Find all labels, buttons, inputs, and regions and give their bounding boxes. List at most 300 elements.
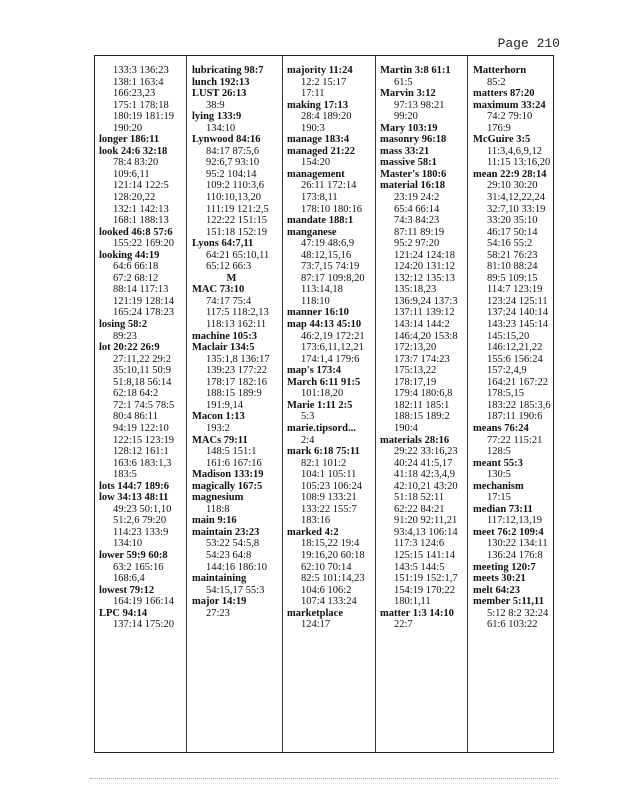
- index-continuation: 31:4,12,22,24: [487, 192, 546, 204]
- index-refs: 46:8 57:6: [131, 226, 173, 238]
- index-continuation: 117:3 124:6: [394, 538, 445, 550]
- index-continuation: 190:4: [394, 422, 418, 434]
- index-term: maintaining: [192, 573, 247, 585]
- index-term: map: [287, 319, 307, 331]
- index-continuation: 89:5 109:15: [487, 272, 538, 284]
- index-entry: [192, 481, 272, 493]
- index-continuation: 155:22 169:20: [113, 238, 174, 250]
- index-refs: 64:23: [495, 584, 520, 596]
- index-continuation: 27:11,22 29:2: [113, 353, 171, 365]
- index-refs: 120:7: [511, 561, 536, 573]
- index-continuation: 143:14 144:2: [394, 319, 450, 331]
- index-term: matter: [380, 607, 411, 619]
- index-continuation: 58:21 76:23: [487, 249, 538, 261]
- index-continuation: 93:4,13 106:14: [394, 526, 458, 538]
- index-term: map's: [287, 365, 314, 377]
- index-entry: [287, 100, 365, 112]
- index-entry: [99, 550, 174, 562]
- index-entry: [473, 596, 551, 608]
- index-entry: [473, 423, 551, 435]
- index-term: machine: [192, 330, 230, 342]
- index-continuation: 165:24 178:23: [113, 307, 174, 319]
- index-continuation: 118:13 162:11: [206, 319, 267, 331]
- index-entry: [99, 492, 174, 504]
- index-refs: 79:12: [129, 584, 155, 596]
- index-continuation: 135:1,8 136:17: [206, 353, 270, 365]
- index-refs: 188:1: [328, 215, 354, 227]
- index-refs: 23:23: [234, 526, 260, 538]
- index-refs: 55:3: [503, 457, 523, 469]
- index-continuation: 151:19 152:1,7: [394, 573, 458, 585]
- index-continuation: 33:20 35:10: [487, 215, 538, 227]
- index-entry: [380, 65, 458, 77]
- index-term: lunch: [192, 76, 218, 88]
- index-entry: [99, 227, 174, 239]
- index-term: mark: [287, 446, 312, 458]
- index-term: mechanism: [473, 480, 524, 492]
- index-continuation: 134:10: [206, 122, 236, 134]
- index-entry: [192, 134, 272, 146]
- index-refs: 173:4: [316, 365, 341, 377]
- index-continuation: 61:5: [394, 76, 413, 88]
- index-continuation: 173:8,11: [301, 192, 338, 204]
- index-continuation: 166:23,23: [113, 88, 156, 100]
- index-term: Matterhorn: [473, 65, 527, 76]
- index-continuation: 157:2,4,9: [487, 365, 527, 377]
- index-continuation: 190:20: [113, 122, 143, 134]
- index-continuation: 48:12,15,16: [301, 249, 352, 261]
- index-continuation: 95:2 104:14: [206, 168, 257, 180]
- index-refs: 76:2 109:4: [497, 526, 544, 538]
- index-term: mass: [380, 145, 403, 157]
- index-continuation: 163:6 183:1,3: [113, 457, 172, 469]
- index-term: Marie: [287, 399, 315, 411]
- index-refs: 134:5: [230, 342, 255, 354]
- index-continuation: 182:11 185:1: [394, 399, 450, 411]
- index-continuation: 85:2: [487, 76, 506, 88]
- index-continuation: 99:20: [394, 111, 418, 123]
- index-entry: [99, 585, 174, 597]
- index-continuation: 178:10 180:16: [301, 203, 362, 215]
- index-refs: 192:13: [219, 76, 250, 88]
- index-entry: [192, 469, 272, 481]
- index-refs: 94:14: [122, 607, 148, 619]
- index-refs: 79:11: [223, 434, 248, 446]
- index-continuation: 122:15 123:19: [113, 434, 174, 446]
- index-refs: 28:16: [424, 434, 450, 446]
- index-continuation: 151:18 152:19: [206, 226, 267, 238]
- index-continuation: 18:15,22 19:4: [301, 538, 360, 550]
- index-continuation: 145:15,20: [487, 330, 530, 342]
- index-entry: [473, 134, 551, 146]
- index-term: Maclair: [192, 342, 228, 354]
- index-entry: [380, 435, 458, 447]
- index-entry: [192, 284, 272, 296]
- index-refs: 30:21: [501, 573, 526, 585]
- index-entry: [99, 250, 174, 262]
- index-continuation: 121:19 128:14: [113, 295, 174, 307]
- index-term: Lyons: [192, 238, 219, 250]
- index-frame: [94, 55, 554, 753]
- index-term: look: [99, 145, 119, 157]
- index-refs: 133:19: [233, 469, 264, 481]
- index-continuation: 118:8: [206, 503, 230, 515]
- index-term: meets: [473, 573, 499, 585]
- index-entry: [99, 608, 174, 620]
- index-continuation: 191:9,14: [206, 399, 244, 411]
- index-refs: 183:4: [324, 134, 350, 146]
- index-entry: [287, 608, 365, 620]
- index-continuation: 65:4 66:14: [394, 203, 440, 215]
- index-continuation: 19:16,20 60:18: [301, 549, 365, 561]
- index-continuation: 124:20 131:12: [394, 261, 455, 273]
- index-entry: [473, 458, 551, 470]
- index-continuation: 137:14 175:20: [113, 619, 174, 631]
- index-term: LPC: [99, 607, 120, 619]
- index-continuation: 97:13 98:21: [394, 99, 445, 111]
- index-term: Marvin: [380, 88, 414, 100]
- index-entry: [192, 88, 272, 100]
- index-continuation: 113:14,18: [301, 284, 343, 296]
- index-term: looking: [99, 249, 133, 261]
- index-entry: [99, 134, 174, 146]
- index-continuation: 49:23 50:1,10: [113, 503, 172, 515]
- index-continuation: 29:10 30:20: [487, 180, 538, 192]
- index-continuation: 188:15 189:9: [206, 388, 262, 400]
- index-refs: 133:9: [216, 111, 242, 123]
- index-term: Mary: [380, 122, 406, 134]
- index-continuation: 61:6 103:22: [487, 619, 538, 631]
- index-entry: [287, 307, 365, 319]
- index-entry: [192, 435, 272, 447]
- index-continuation: 101:18,20: [301, 388, 344, 400]
- index-entry: [192, 331, 272, 343]
- index-term: lot: [99, 342, 111, 354]
- index-entry: [473, 527, 551, 539]
- index-continuation: 46:17 50:14: [487, 226, 538, 238]
- index-term: majority: [287, 65, 327, 76]
- index-continuation: 136:24 176:8: [487, 549, 543, 561]
- index-refs: 73:11: [508, 503, 533, 515]
- index-refs: 4:2: [324, 526, 339, 538]
- index-entry: [380, 157, 458, 169]
- index-continuation: 190:3: [301, 122, 325, 134]
- index-refs: 59:9 60:8: [126, 549, 168, 561]
- index-continuation: 87:17 109:8,20: [301, 272, 365, 284]
- index-continuation: 104:6 106:2: [301, 584, 352, 596]
- index-continuation: 176:9: [487, 122, 511, 134]
- index-continuation: 172:13,20: [394, 342, 437, 354]
- index-continuation: 11:15 13:16,20: [487, 157, 551, 169]
- index-continuation: 62:18 64:2: [113, 388, 159, 400]
- index-entry: [473, 585, 551, 597]
- index-continuation: 143:23 145:14: [487, 319, 548, 331]
- index-entry: [473, 169, 551, 181]
- index-refs: 34:13 48:11: [117, 492, 169, 504]
- index-term: material: [380, 180, 418, 192]
- index-entry: [287, 169, 365, 181]
- index-continuation: 137:11 139:12: [394, 307, 455, 319]
- index-term: meet: [473, 526, 495, 538]
- index-term: McGuire: [473, 134, 514, 146]
- index-refs: 16:10: [324, 307, 349, 319]
- index-continuation: 67:2 68:12: [113, 272, 159, 284]
- index-term: lubricating: [192, 65, 242, 76]
- index-refs: 11:24: [328, 65, 353, 76]
- index-entry: [192, 342, 272, 354]
- index-entry: [192, 65, 272, 77]
- index-entry: [192, 111, 272, 123]
- index-continuation: 146:12,21,22: [487, 342, 543, 354]
- index-continuation: 128:20,22: [113, 192, 156, 204]
- index-term: March: [287, 376, 318, 388]
- index-continuation: 110:10,13,20: [206, 192, 262, 204]
- index-continuation: 91:20 92:11,21: [394, 515, 458, 527]
- index-entry: [192, 515, 272, 527]
- index-refs: 1:3 14:10: [412, 607, 454, 619]
- index-term: meant: [473, 457, 501, 469]
- index-continuation: 107:4 133:24: [301, 596, 357, 608]
- index-refs: 144:7 189:6: [117, 480, 169, 492]
- index-term: lying: [192, 111, 215, 123]
- index-continuation: 54:16 55:2: [487, 238, 533, 250]
- index-continuation: 62:10 70:14: [301, 561, 352, 573]
- index-entry: [287, 377, 365, 389]
- index-refs: 73:10: [219, 284, 245, 296]
- index-refs: 186:11: [130, 134, 160, 146]
- index-continuation: 38:9: [206, 99, 225, 111]
- index-continuation: 133:22 155:7: [301, 503, 357, 515]
- index-continuation: 80:4 86:11: [113, 411, 158, 423]
- index-continuation: 180:19 181:19: [113, 111, 174, 123]
- index-continuation: 88:14 117:13: [113, 284, 169, 296]
- index-term: Master's: [380, 168, 420, 180]
- index-continuation: 65:12 66:3: [206, 261, 252, 273]
- index-term: lower: [99, 549, 124, 561]
- index-refs: 9:16: [217, 515, 237, 527]
- index-continuation: 138:1 163:4: [113, 76, 164, 88]
- index-continuation: 51:8,18 56:14: [113, 376, 172, 388]
- index-continuation: 51:18 52:11: [394, 492, 445, 504]
- index-continuation: 82:1 101:2: [301, 457, 347, 469]
- page-number: Page 210: [497, 36, 560, 51]
- index-refs: 26:13: [221, 88, 247, 100]
- index-term: median: [473, 503, 507, 515]
- index-term: lowest: [99, 584, 127, 596]
- index-continuation: 175:13,22: [394, 365, 437, 377]
- index-entry: [287, 134, 365, 146]
- index-refs: 24:6 32:18: [120, 145, 168, 157]
- index-refs: 76:24: [504, 422, 529, 434]
- index-term: main: [192, 515, 215, 527]
- index-refs: 58:1: [417, 157, 437, 169]
- index-continuation: 32:7,10 33:19: [487, 203, 546, 215]
- index-continuation: 123:24 125:11: [487, 295, 548, 307]
- index-continuation: 178:5,15: [487, 388, 525, 400]
- index-continuation: 73:7,15 74:19: [301, 261, 360, 273]
- index-refs: 5:11,11: [512, 596, 544, 608]
- index-entry: [287, 423, 365, 435]
- index-continuation: 89:23: [113, 330, 137, 342]
- index-refs: 58:2: [127, 319, 148, 331]
- index-continuation: 82:5 101:14,23: [301, 573, 365, 585]
- index-continuation: 174:1,4 179:6: [301, 353, 360, 365]
- index-continuation: 135:18,23: [394, 284, 437, 296]
- index-refs: 87:20: [510, 88, 535, 100]
- index-continuation: 2:4: [301, 434, 315, 446]
- index-continuation: 62:22 84:21: [394, 503, 445, 515]
- index-continuation: 29:22 33:16,23: [394, 446, 458, 458]
- index-term: meeting: [473, 561, 509, 573]
- index-entry: [287, 227, 365, 239]
- index-continuation: 104:1 105:11: [301, 469, 357, 481]
- index-continuation: 168:6,4: [113, 573, 145, 585]
- index-continuation: 137:24 140:14: [487, 307, 548, 319]
- index-term: magnesium: [192, 492, 244, 504]
- index-continuation: 111:19 121:2,5: [206, 203, 269, 215]
- index-continuation: 132:1 142:13: [113, 203, 169, 215]
- index-term: massive: [380, 157, 415, 169]
- index-entry: [287, 215, 365, 227]
- index-refs: 6:11 91:5: [319, 376, 361, 388]
- index-term: means: [473, 422, 502, 434]
- index-term: low: [99, 492, 115, 504]
- bottom-rule: [90, 778, 558, 779]
- index-refs: 1:11 2:5: [317, 399, 353, 411]
- index-continuation: 146:4,20 153:8: [394, 330, 458, 342]
- index-continuation: 125:15 141:14: [394, 549, 455, 561]
- index-continuation: 161:6 167:16: [206, 457, 262, 469]
- index-continuation: 114:7 123:19: [487, 284, 543, 296]
- index-continuation: 74:3 84:23: [394, 215, 440, 227]
- index-continuation: 72:1 74:5 78:5: [113, 399, 175, 411]
- index-entry: [287, 527, 365, 539]
- index-entry: [473, 100, 551, 112]
- index-entry: [287, 365, 365, 377]
- index-continuation: 178:17 182:16: [206, 376, 267, 388]
- index-refs: 20:22 26:9: [113, 342, 160, 354]
- index-continuation: 22:7: [394, 619, 413, 631]
- index-continuation: 35:10,11 50:9: [113, 365, 171, 377]
- index-continuation: 78:4 83:20: [113, 157, 159, 169]
- index-continuation: 47:19 48:6,9: [301, 238, 355, 250]
- index-continuation: 193:2: [206, 422, 230, 434]
- column-divider: [375, 56, 376, 752]
- index-entry: [192, 77, 272, 89]
- index-entry: [380, 169, 458, 181]
- index-entry: [287, 146, 365, 158]
- index-term: manner: [287, 307, 322, 319]
- index-refs: 22:9 28:14: [500, 168, 547, 180]
- index-continuation: 132:12 135:13: [394, 272, 455, 284]
- index-entry: [473, 504, 551, 516]
- index-refs: 1:13: [225, 411, 245, 423]
- index-entry: [192, 411, 272, 423]
- index-continuation: 114:23 133:9: [113, 526, 169, 538]
- index-continuation: 17:15: [487, 492, 511, 504]
- index-continuation: 144:16 186:10: [206, 561, 267, 573]
- index-entry: [380, 88, 458, 100]
- index-continuation: 26:11 172:14: [301, 180, 357, 192]
- index-continuation: 154:19 170:22: [394, 584, 455, 596]
- index-term: member: [473, 596, 511, 608]
- index-column-4: [380, 65, 458, 631]
- index-continuation: 5:12 8:2 32:24: [487, 607, 549, 619]
- index-continuation: 183:5: [113, 469, 137, 481]
- index-continuation: 53:22 54:5,8: [206, 538, 260, 550]
- index-refs: 33:21: [404, 145, 430, 157]
- index-continuation: 178:17,19: [394, 376, 437, 388]
- index-continuation: 46:2,19 172:21: [301, 330, 365, 342]
- index-term: lots: [99, 480, 115, 492]
- index-continuation: 94:19 122:10: [113, 422, 169, 434]
- index-continuation: 12:2 15:17: [301, 76, 347, 88]
- index-term: MAC: [192, 284, 218, 296]
- column-divider: [467, 56, 468, 752]
- index-continuation: 134:10: [113, 538, 143, 550]
- index-entry: [473, 573, 551, 585]
- index-continuation: 11:3,4,6,9,12: [487, 145, 543, 157]
- index-term: manage: [287, 134, 322, 146]
- index-entry: [473, 562, 551, 574]
- index-refs: 6:18 75:11: [314, 446, 360, 458]
- index-entry: [99, 481, 174, 493]
- index-column-3: [287, 65, 365, 631]
- index-term: Macon: [192, 411, 223, 423]
- index-term: LUST: [192, 88, 220, 100]
- index-entry: [192, 596, 272, 608]
- index-refs: 44:19: [134, 249, 160, 261]
- index-entry: [473, 481, 551, 493]
- index-continuation: 27:23: [206, 607, 230, 619]
- index-entry: [287, 446, 365, 458]
- index-continuation: 164:21 167:22: [487, 376, 548, 388]
- index-continuation: 121:24 124:18: [394, 249, 455, 261]
- index-entry: [380, 180, 458, 192]
- index-term: managed: [287, 145, 328, 157]
- index-entry: [287, 319, 365, 331]
- index-continuation: 187:11 190:6: [487, 411, 543, 423]
- index-continuation: 164:19 166:14: [113, 596, 174, 608]
- index-column-1: [99, 65, 174, 631]
- index-continuation: 183:22 185:3,6: [487, 399, 551, 411]
- index-refs: 103:19: [407, 122, 438, 134]
- index-entry: [192, 492, 272, 504]
- index-term: masonry: [380, 134, 420, 146]
- index-continuation: 180:1,11: [394, 596, 431, 608]
- index-refs: 3:12: [416, 88, 436, 100]
- index-continuation: 124:17: [301, 619, 331, 631]
- index-continuation: 92:6,7 93:10: [206, 157, 260, 169]
- index-continuation: 148:5 151:1: [206, 446, 257, 458]
- index-continuation: 54:15,17 55:3: [206, 584, 265, 596]
- index-continuation: 168:1 188:13: [113, 215, 169, 227]
- index-continuation: 154:20: [301, 157, 331, 169]
- index-term: looked: [99, 226, 129, 238]
- index-continuation: 155:6 156:24: [487, 353, 543, 365]
- index-continuation: 64:21 65:10,11: [206, 249, 270, 261]
- index-continuation: 95:2 97:20: [394, 238, 440, 250]
- index-refs: 180:6: [421, 168, 447, 180]
- index-term: manganese: [287, 226, 337, 238]
- index-refs: 3:8 61:1: [414, 65, 451, 76]
- index-refs: 16:18: [420, 180, 446, 192]
- index-continuation: 81:10 88:24: [487, 261, 538, 273]
- index-entry: [192, 238, 272, 250]
- index-continuation: 40:24 41:5,17: [394, 457, 453, 469]
- index-continuation: 130:5: [487, 469, 511, 481]
- index-term: materials: [380, 434, 422, 446]
